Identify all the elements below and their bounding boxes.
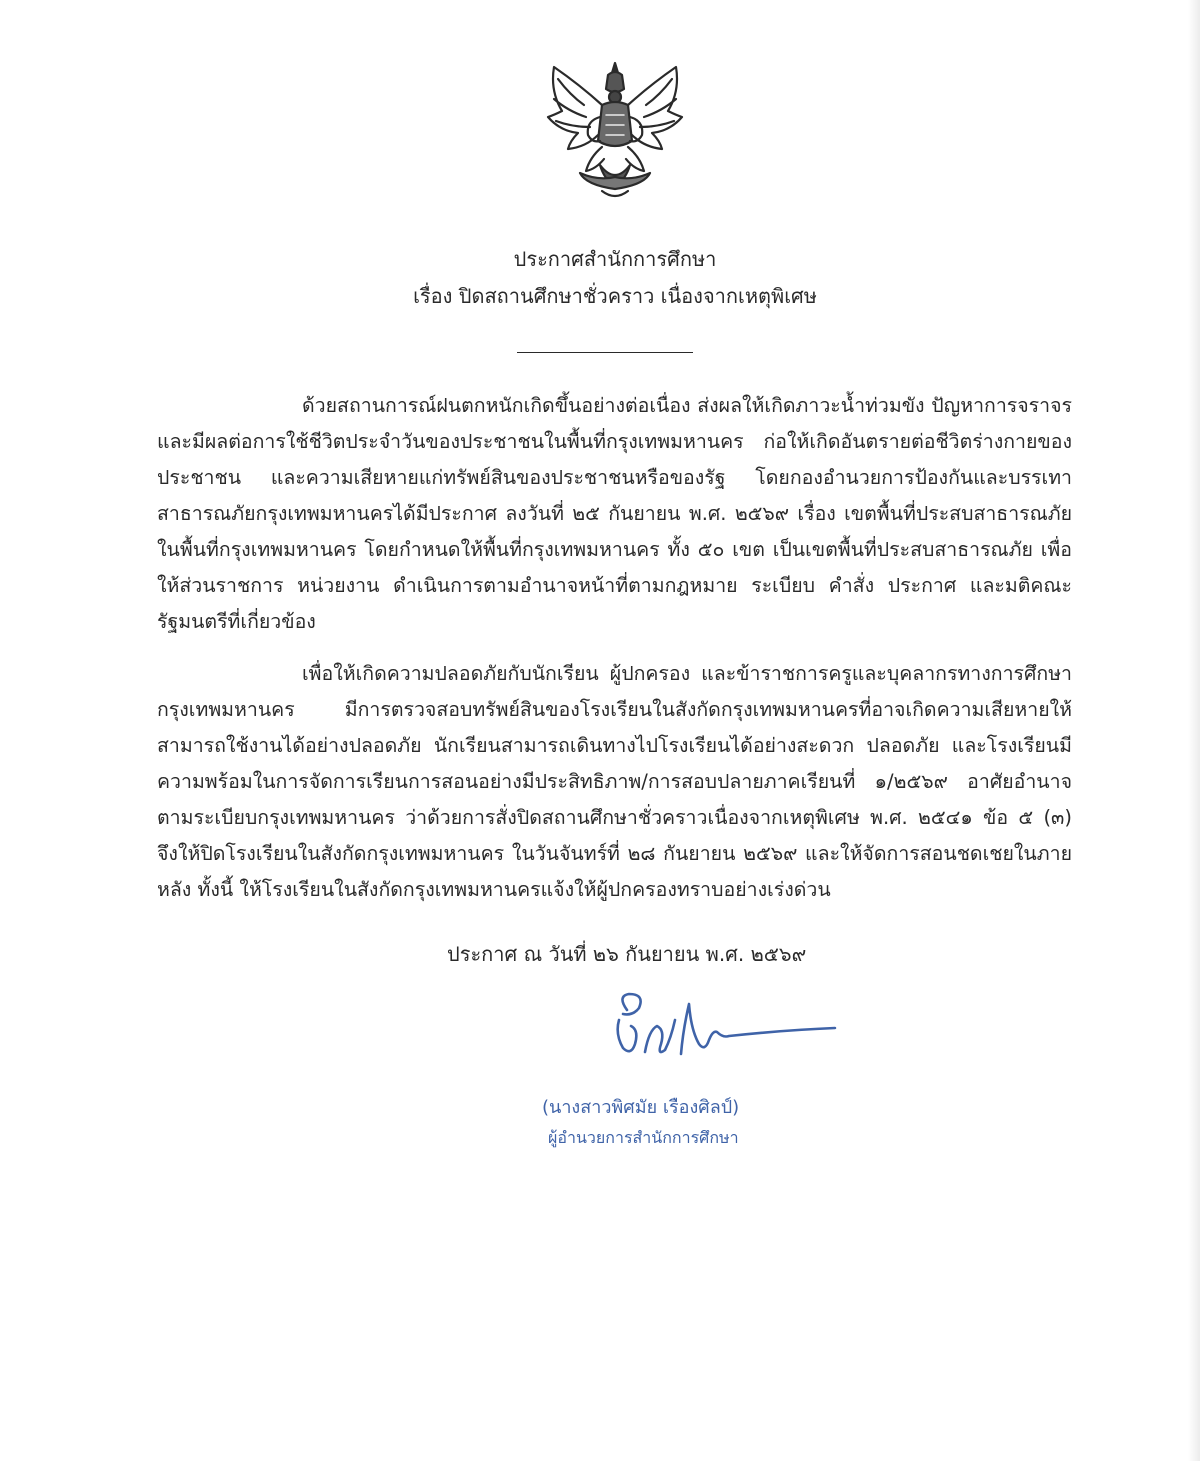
heading-divider <box>517 352 693 353</box>
signer-title: ผู้อำนวยการสำนักการศึกษา <box>548 1128 739 1147</box>
body-paragraph-1: ด้วยสถานการณ์ฝนตกหนักเกิดขึ้นอย่างต่อเนื่อง ส่งผลให้เกิดภาวะน้ำท่วมขัง ปัญหาการจราจร และมีผลต่อการใช้ชีวิตประจำวันของประชาชนในพื้นที่กรุงเทพมหานคร ก่อให้เกิดอันตรายต่อชีวิตร่างกายของประชาชน และความเสียหายแก่ทรัพย์สินของประชาชนหรือของรัฐ โดยกองอำนวยการป้องกันและบรรเทาสาธารณภัยกรุงเทพมหานครได้มีประกาศ ลงวันที่ ๒๕ กันยายน พ.ศ. ๒๕๖๙ เรื่อง เขตพื้นที่ประสบสาธารณภัย ในพื้นที่กรุงเทพมหานคร โดยกำหนดให้พื้นที่กรุงเทพมหานคร ทั้ง ๕๐ เขต เป็นเขตพื้นที่ประสบสาธารณภัย เพื่อให้ส่วนราชการ หน่วยงาน ดำเนินการตามอำนาจหน้าที่ตามกฎหมาย ระเบียบ คำสั่ง ประกาศ และมติคณะรัฐมนตรีที่เกี่ยวข้อง <box>157 394 1072 633</box>
announcement-date: ประกาศ ณ วันที่ ๒๖ กันยายน พ.ศ. ๒๕๖๙ <box>447 942 807 966</box>
signer-name: (นางสาวพิศมัย เรืองศิลป์) <box>542 1097 740 1118</box>
signature-icon <box>605 990 840 1070</box>
garuda-emblem-icon <box>540 55 690 205</box>
announcement-issuer: ประกาศสำนักการศึกษา <box>513 247 717 271</box>
page-edge-shadow <box>1188 0 1200 1461</box>
announcement-subject: เรื่อง ปิดสถานศึกษาชั่วคราว เนื่องจากเหตุพิเศษ <box>413 284 817 308</box>
body-paragraph-2: เพื่อให้เกิดความปลอดภัยกับนักเรียน ผู้ปกครอง และข้าราชการครูและบุคลากรทางการศึกษากรุงเทพมหานคร มีการตรวจสอบทรัพย์สินของโรงเรียนในสังกัดกรุงเทพมหานครที่อาจเกิดความเสียหายให้สามารถใช้งานได้อย่างปลอดภัย นักเรียนสามารถเดินทางไปโรงเรียนได้อย่างสะดวก ปลอดภัย และโรงเรียนมีความพร้อมในการจัดการเรียนการสอนอย่างมีประสิทธิภาพ/การสอบปลายภาคเรียนที่ ๑/๒๕๖๙ อาศัยอำนาจตามระเบียบกรุงเทพมหานคร ว่าด้วยการสั่งปิดสถานศึกษาชั่วคราวเนื่องจากเหตุพิเศษ พ.ศ. ๒๕๔๑ ข้อ ๕ (๓) จึงให้ปิดโรงเรียนในสังกัดกรุงเทพมหานคร ในวันจันทร์ที่ ๒๘ กันยายน ๒๕๖๙ และให้จัดการสอนชดเชยในภายหลัง ทั้งนี้ ให้โรงเรียนในสังกัดกรุงเทพมหานครแจ้งให้ผู้ปกครองทราบอย่างเร่งด่วน <box>157 662 1072 901</box>
